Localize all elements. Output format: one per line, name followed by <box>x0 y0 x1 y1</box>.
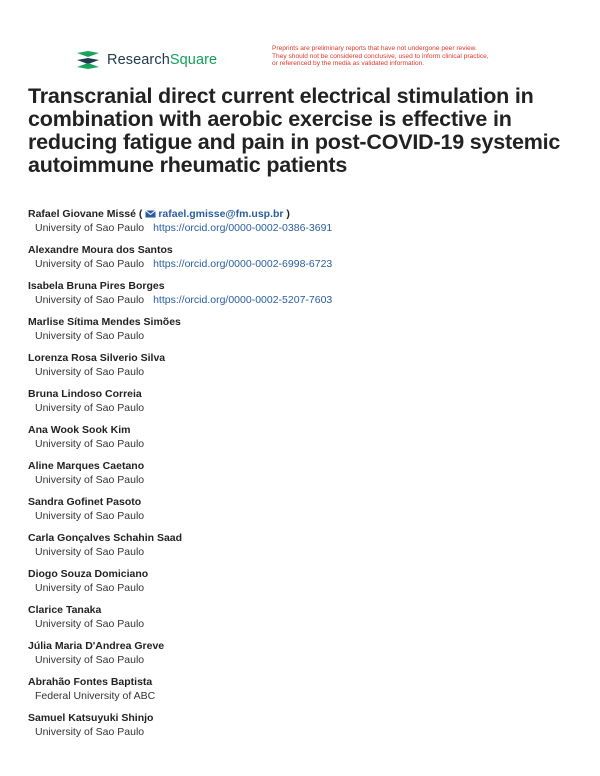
author-entry <box>28 423 573 459</box>
paper-title: Transcranial direct current electrical stimulation in combination with aerobic exercise is effective in reducing fatigue and pain in post-COVID-19 systemic autoimmune rheumatic patients <box>28 84 561 177</box>
affiliation: University of Sao Paulo <box>35 510 145 522</box>
affiliation: University of Sao Paulo <box>35 402 145 414</box>
affiliation: University of Sao Paulo <box>35 294 145 306</box>
affiliation: Federal University of ABC <box>35 690 156 702</box>
disclaimer-line: They should not be considered conclusive, used to inform clinical practice, <box>272 52 489 60</box>
affiliation: University of Sao Paulo <box>35 582 145 594</box>
author-entry <box>28 387 573 423</box>
author-name: Júlia Maria D'Andrea Greve <box>28 640 165 652</box>
author-name: Isabela Bruna Pires Borges <box>28 280 165 292</box>
author-entry <box>28 243 573 279</box>
author-affiliation-line <box>28 221 573 236</box>
research-square-logo[interactable] <box>75 50 217 70</box>
disclaimer-line: Preprints are preliminary reports that have not undergone peer review. <box>272 45 477 52</box>
author-name: Bruna Lindoso Correia <box>28 388 142 400</box>
affiliation: University of Sao Paulo <box>35 438 145 450</box>
logo-text <box>107 52 217 68</box>
affiliation: University of Sao Paulo <box>35 330 145 342</box>
author-entry <box>28 459 573 495</box>
author-entry <box>28 279 573 315</box>
orcid-link[interactable]: https://orcid.org/0000-0002-6998-6723 <box>153 258 333 270</box>
author-name: Sandra Gofinet Pasoto <box>28 496 142 508</box>
author-name: Ana Wook Sook Kim <box>28 424 131 436</box>
affiliation: University of Sao Paulo <box>35 222 145 234</box>
author-name: Lorenza Rosa Silverio Silva <box>28 352 166 364</box>
affiliation: University of Sao Paulo <box>35 366 145 378</box>
author-name: Clarice Tanaka <box>28 604 102 616</box>
author-entry <box>28 675 573 711</box>
preprint-disclaimer <box>272 45 552 68</box>
author-name: Marlise Sítima Mendes Simões <box>28 316 181 328</box>
author-entry <box>28 639 573 675</box>
author-entry <box>28 207 573 243</box>
orcid-link[interactable]: https://orcid.org/0000-0002-5207-7603 <box>153 294 333 306</box>
affiliation: University of Sao Paulo <box>35 546 145 558</box>
author-entry <box>28 531 573 567</box>
author-affiliation-line <box>28 257 573 272</box>
author-entry <box>28 711 573 747</box>
email-link[interactable]: rafael.gmisse@fm.usp.br <box>158 208 284 220</box>
author-name: Rafael Giovane Missé <box>28 208 136 220</box>
author-name: Carla Gonçalves Schahin Saad <box>28 532 183 544</box>
author-name: Abrahão Fontes Baptista <box>28 676 153 688</box>
page-header <box>75 46 545 76</box>
author-name: Alexandre Moura dos Santos <box>28 244 173 256</box>
affiliation: University of Sao Paulo <box>35 654 145 666</box>
corresponding-email: ( rafael.gmisse@fm.usp.br ) <box>138 208 290 220</box>
author-entry <box>28 351 573 387</box>
mail-icon <box>145 210 156 218</box>
author-entry <box>28 603 573 639</box>
affiliation: University of Sao Paulo <box>35 618 145 630</box>
author-name: Aline Marques Caetano <box>28 460 145 472</box>
logo-word-research: Research <box>107 52 170 68</box>
disclaimer-line: or referenced by the media as validated information. <box>272 60 425 68</box>
affiliation: University of Sao Paulo <box>35 474 145 486</box>
author-affiliation-line <box>28 293 573 308</box>
research-square-logo-icon <box>75 50 101 70</box>
logo-word-square: Square <box>169 52 218 68</box>
author-entry <box>28 567 573 603</box>
affiliation: University of Sao Paulo <box>35 258 145 270</box>
author-name: Diogo Souza Domiciano <box>28 568 149 580</box>
author-name: Samuel Katsuyuki Shinjo <box>28 712 154 724</box>
author-list <box>28 207 573 747</box>
author-entry <box>28 315 573 351</box>
orcid-link[interactable]: https://orcid.org/0000-0002-0386-3691 <box>153 222 333 234</box>
author-name-line <box>28 207 573 221</box>
affiliation: University of Sao Paulo <box>35 726 145 738</box>
author-entry <box>28 495 573 531</box>
